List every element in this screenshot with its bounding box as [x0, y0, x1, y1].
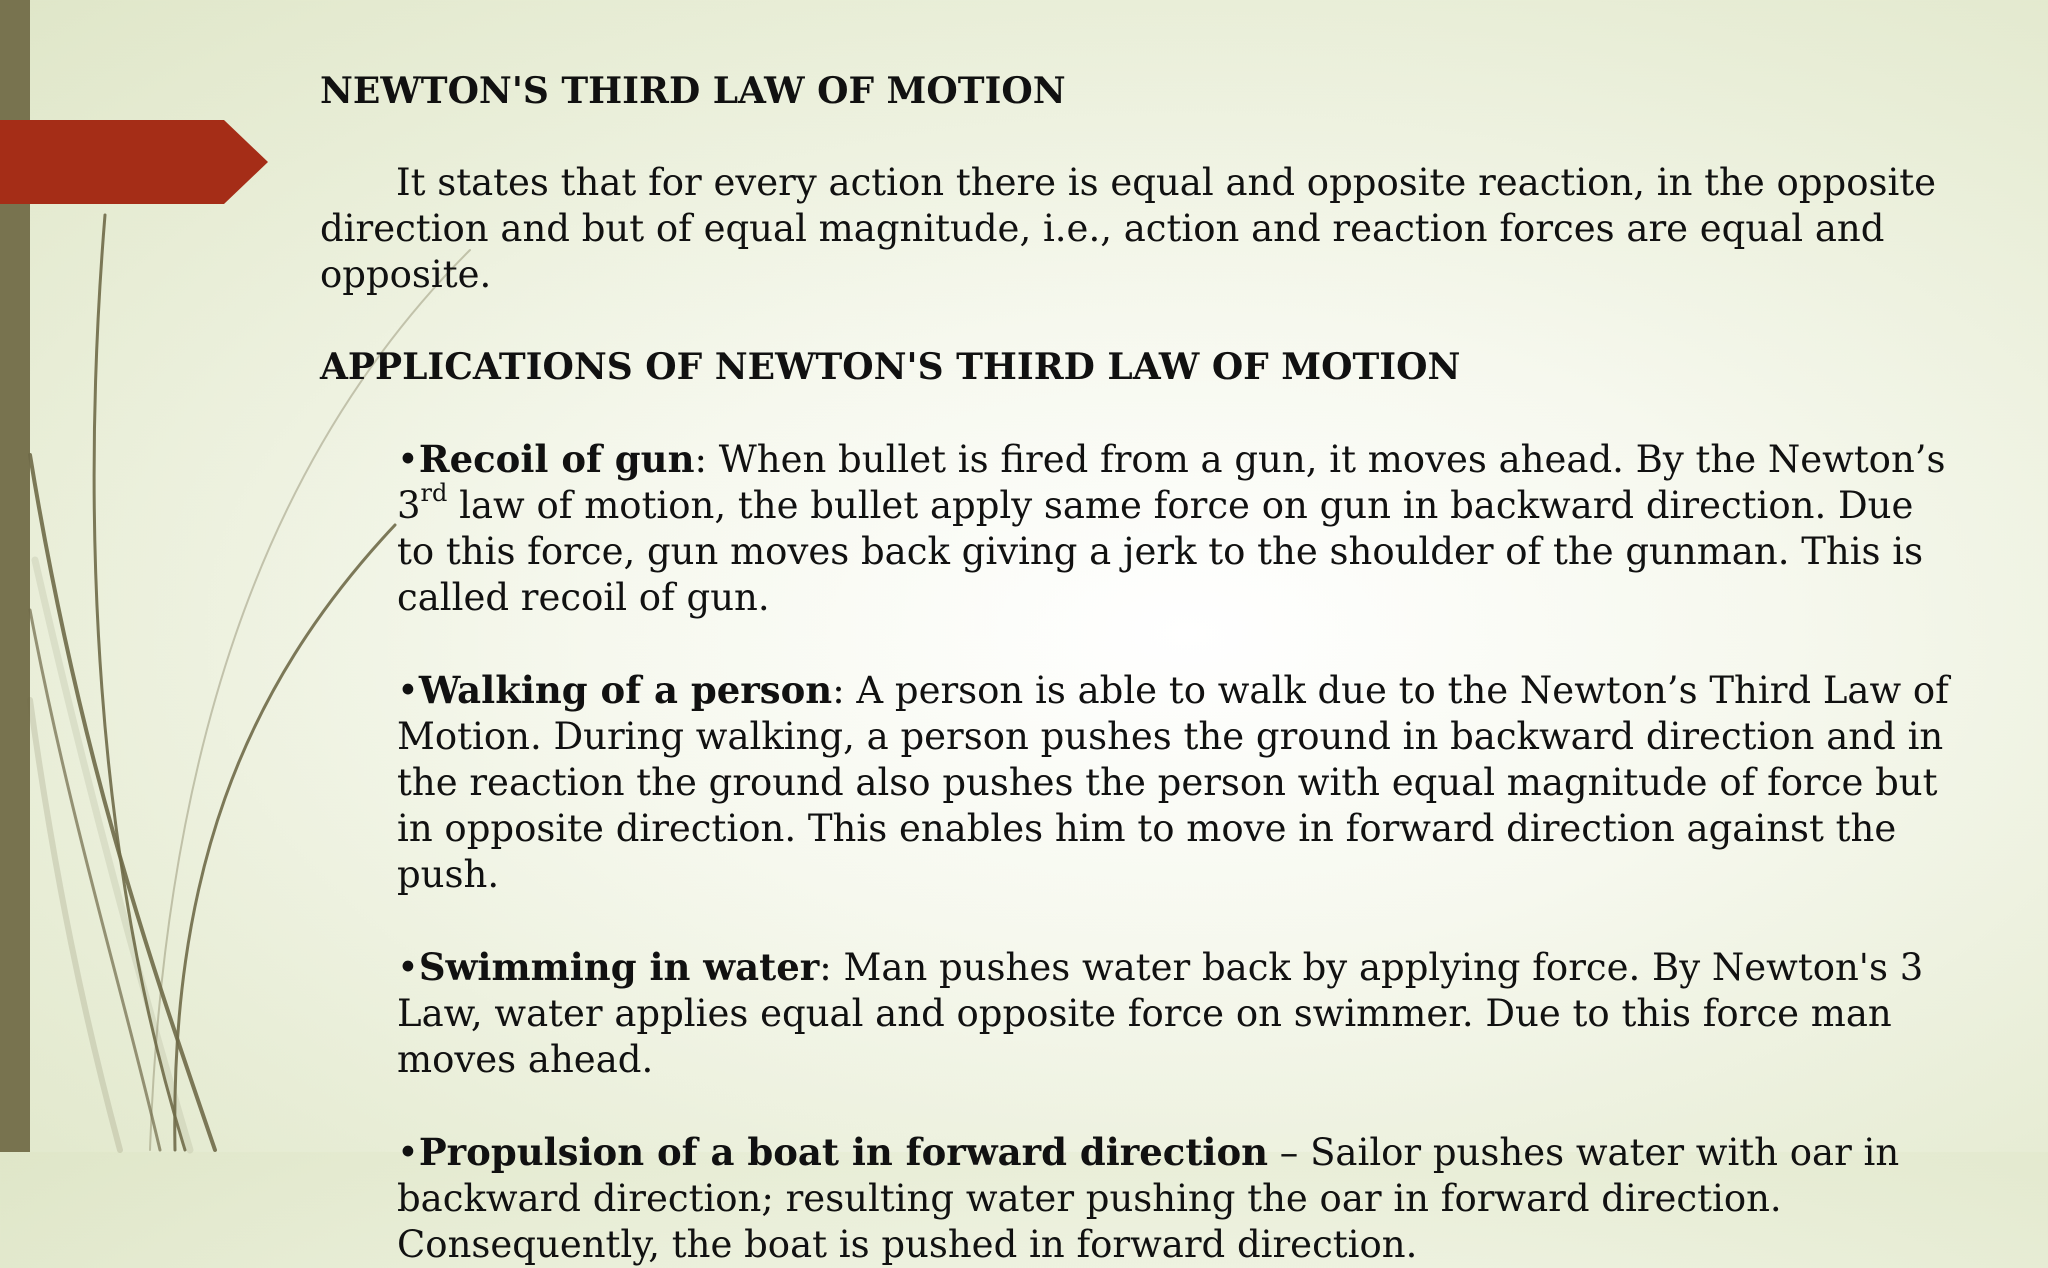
- left-accent-bar: [0, 0, 30, 1152]
- bullet-propulsion-of-a-boat: [397, 1129, 1960, 1268]
- slide-title: NEWTON'S THIRD LAW OF MOTION: [320, 70, 1066, 112]
- ordinal-suffix: rd: [420, 478, 448, 507]
- bullet-term: Walking of a person: [418, 668, 833, 712]
- bullet-separator: :: [819, 946, 844, 989]
- bullet-walking-of-a-person: [397, 667, 1960, 898]
- slide-content: [320, 68, 1960, 1268]
- bullet-separator: :: [832, 669, 857, 712]
- bullet-glyph: •: [397, 669, 419, 712]
- bullet-glyph: •: [397, 946, 419, 989]
- bullet-glyph: •: [397, 1131, 419, 1174]
- bullet-text: Man pushes water back by applying force. By Newton's 3 Law, water applies equal and opposite force on swimmer. Due to this force man moves ahead.: [397, 946, 1924, 1081]
- bullet-text: A person is able to walk due to the Newton’s Third Law of Motion. During walking, a person pushes the ground in backward direction and in the reaction the ground also pushes the person with equal magnitude of force but in opposite direction. This enables him to move in forward direction against the push.: [397, 669, 1949, 896]
- bullet-text: When bullet is fired from a gun, it moves ahead. By the Newton’s 3: [397, 438, 1946, 527]
- bullet-text-continued: law of motion, the bullet apply same force on gun in backward direction. Due to this force, gun moves back giving a jerk to the shoulder of the gunman. This is called recoil of gun.: [397, 484, 1924, 619]
- law-statement: It states that for every action there is equal and opposite reaction, in the opposite direction and but of equal magnitude, i.e., action and reaction forces are equal and opposite.: [320, 161, 1937, 296]
- bullet-text: Sailor pushes water with oar in backward direction; resulting water pushing the oar in forward direction. Consequently, the boat is pushed in forward direction.: [397, 1131, 1900, 1266]
- bullet-separator: –: [1268, 1131, 1311, 1174]
- bullet-separator: :: [694, 438, 719, 481]
- bullet-term: Recoil of gun: [418, 437, 695, 481]
- bullet-term: Swimming in water: [418, 945, 820, 989]
- applications-heading: APPLICATIONS OF NEWTON'S THIRD LAW OF MOTION: [320, 346, 1461, 388]
- bullet-swimming-in-water: [397, 944, 1960, 1083]
- bullet-glyph: •: [397, 438, 419, 481]
- bullet-term: Propulsion of a boat in forward direction: [418, 1130, 1269, 1174]
- bullet-recoil-of-gun: [397, 436, 1960, 621]
